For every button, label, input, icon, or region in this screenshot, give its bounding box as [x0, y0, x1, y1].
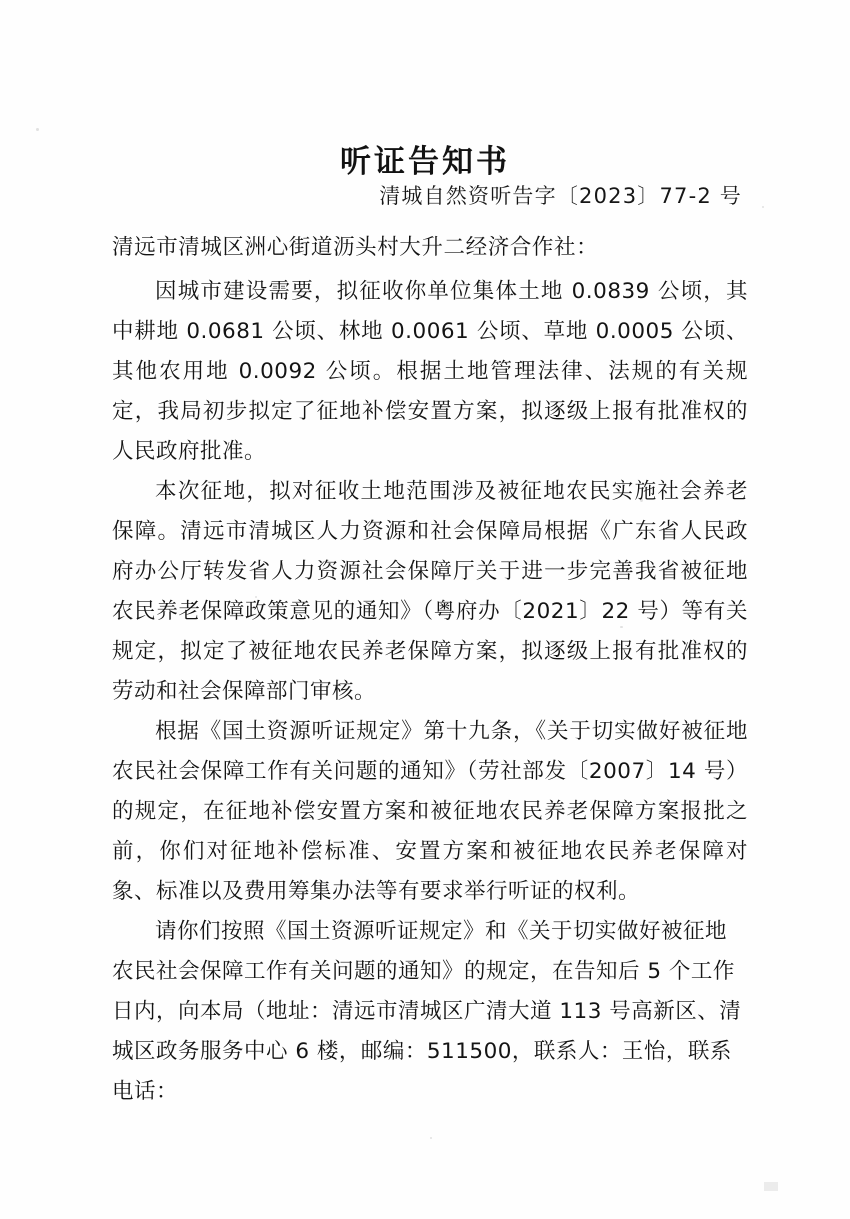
- paragraph-pension-security: 本次征地，拟对征收土地范围涉及被征地农民实施社会养老保障。清远市清城区人力资源和社会保障局根据《广东省人民政府办公厅转发省人力资源社会保障厅关于进一步完善我省被征地农民养老保障政策意见的通知》（粤府办〔2021〕22 号）等有关规定，拟定了被征地农民养老保障方案，拟逐级上报有批准权的劳动和社会保障部门审核。: [112, 479, 748, 704]
- paragraph-contact-instructions: 请你们按照《国土资源听证规定》和《关于切实做好被征地农民社会保障工作有关问题的通知》的规定，在告知后 5 个工作日内，向本局（地址：清远市清城区广清大道 113 号高新区、清城区政务服务中心 6 楼，邮编：511500，联系人：王怡，联系电话：: [112, 919, 742, 1104]
- paragraph-land-acquisition: 因城市建设需要，拟征收你单位集体土地 0.0839 公顷，其中耕地 0.0681 公顷、林地 0.0061 公顷、草地 0.0005 公顷、其他农用地 0.0092 公顷。根据土地管理法律、法规的有关规定，我局初步拟定了征地补偿安置方案，拟逐级上报有批准权的人民政府批准。: [112, 279, 748, 464]
- recipient-line: 清远市清城区洲心街道沥头村大升二经济合作社：: [112, 235, 599, 260]
- document-body: [112, 228, 748, 1112]
- document-number: 清城自然资听告字〔2023〕77-2 号: [379, 184, 742, 208]
- scan-corner-artifact: [764, 1182, 778, 1191]
- page-title: 听证告知书: [340, 143, 510, 180]
- paragraph-hearing-rights: 根据《国土资源听证规定》第十九条，《关于切实做好被征地农民社会保障工作有关问题的通知》（劳社部发〔2007〕14 号）的规定，在征地补偿安置方案和被征地农民养老保障方案报批之前，你们对征地补偿标准、安置方案和被征地农民养老保障对象、标准以及费用筹集办法等有要求举行听证的权利。: [112, 719, 748, 904]
- scan-speck: [36, 128, 39, 131]
- scan-speck: [430, 1137, 432, 1139]
